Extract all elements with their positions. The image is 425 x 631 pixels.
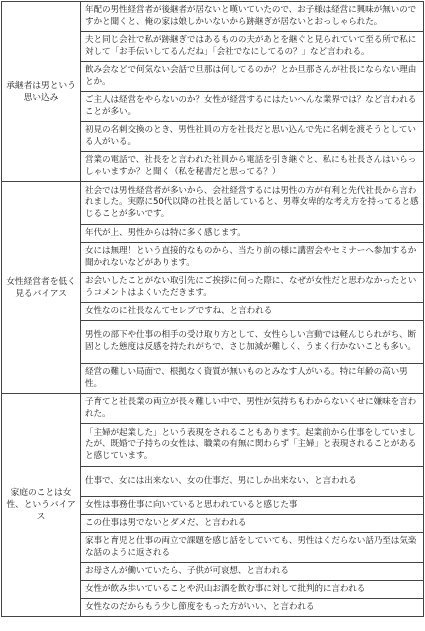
list-item: 仕事で、女には出来ない、女の仕事だ、男にしか出来ない、と言われる (81, 467, 424, 497)
list-item: 初見の名刺交換のとき、男性社員の方を社長だと思い込んで先に名刺を渡そうとしている人がいる。 (81, 122, 424, 152)
list-item: 女には無理！という直接的なものから、当たり前の様に講習会やセミナーへ参加するか聞かれないなどがあります。 (81, 243, 424, 273)
list-item: 経営の難しい局面で、根拠なく資質が無いものとみなす人がいる。特に年齢の高い男性。 (81, 364, 424, 394)
category-cell: 女性経営者を低く見るバイアス (2, 182, 81, 394)
list-item: 女性なのに社長なんてセレブですね、と言われる (81, 303, 424, 321)
list-item: 子育てと社長業の両立が長々難しい中で、男性が気持ちもわからないくせに嫌味を言われた。 (81, 394, 424, 424)
list-item: 女性は事務仕事に向いていると思われていると感じた事 (81, 497, 424, 515)
list-item: 男性の部下や仕事の相手の受け取り方として、女性らしい言動では軽んじられがち、断固とした態度は反感を持たれがちで、さじ加減が難しく、うまく行かないことも多い。 (81, 321, 424, 364)
list-item: 飲み会などで何気ない会話で旦那は何してるのか？とか旦那さんが社長にならない理由とか。 (81, 62, 424, 92)
list-item: お母さんが働いていたら、子供が可哀想、と言われる (81, 563, 424, 581)
list-item: 夫と同じ会社で私が跡継ぎではあるものの夫があとを継ぐと見られていて至る所で私に対して「お手伝いしてるんだね」「会社でなにしてるの？」など言われる。 (81, 32, 424, 62)
table-row (2, 182, 424, 225)
list-item: 営業の電話で、社長をと言われた社員から電話を引き継ぐと、私にも社長さんはいらっしゃいますか？と聞く（私を秘書だと思ってる？） (81, 152, 424, 182)
category-cell: 家庭のことは女性、というバイアス (2, 394, 81, 617)
category-cell: 承継者は男という思い込み (2, 2, 81, 182)
list-item: この仕事は男でないとダメだ、と言われる (81, 515, 424, 533)
list-item: お会いしたことがない取引先にご挨拶に伺った際に、なぜが女性だと思わなかったというコメントはよくいただきます。 (81, 273, 424, 303)
bias-table (1, 1, 424, 617)
list-item: 女性なのだからもう少し節度をもった方がいい、と言われる (81, 599, 424, 617)
list-item: 年代が上、男性からは特に多く感じます。 (81, 225, 424, 243)
list-item: 家事と育児と仕事の両立で課題を感じ話をしていても、男性はくだらない話乃至は気楽な話のように返される (81, 533, 424, 563)
list-item: 年配の男性経営者が後継者が居ないと嘆いていたので、お子様は経営に興味が無いのですかと聞くと、俺の家は娘しかいないから跡継ぎが居ないとおっしゃられた。 (81, 2, 424, 32)
table-row (2, 394, 424, 424)
list-item: 社会では男性経営者が多いから、会社経営するには男性の方が有利と先代社長から言われました。実際に50代以降の社長と話していると、男尊女卑的な考え方を持ってると感じることが多いです。 (81, 182, 424, 225)
list-item: 「主婦が起業した」という表現をされることもあります。起業前から仕事をしていましたが、既婚で子持ちの女性は、職業の有無に関わらず「主婦」と表現されることがあると感じています。 (81, 424, 424, 467)
list-item: 女性が飲み歩いていることや沢山お酒を飲む事に対して批判的に言われる (81, 581, 424, 599)
table-row (2, 2, 424, 32)
list-item: ご主人は経営をやらないのか？女性が経営するにはたいへんな業界では？など言われることが多い。 (81, 92, 424, 122)
